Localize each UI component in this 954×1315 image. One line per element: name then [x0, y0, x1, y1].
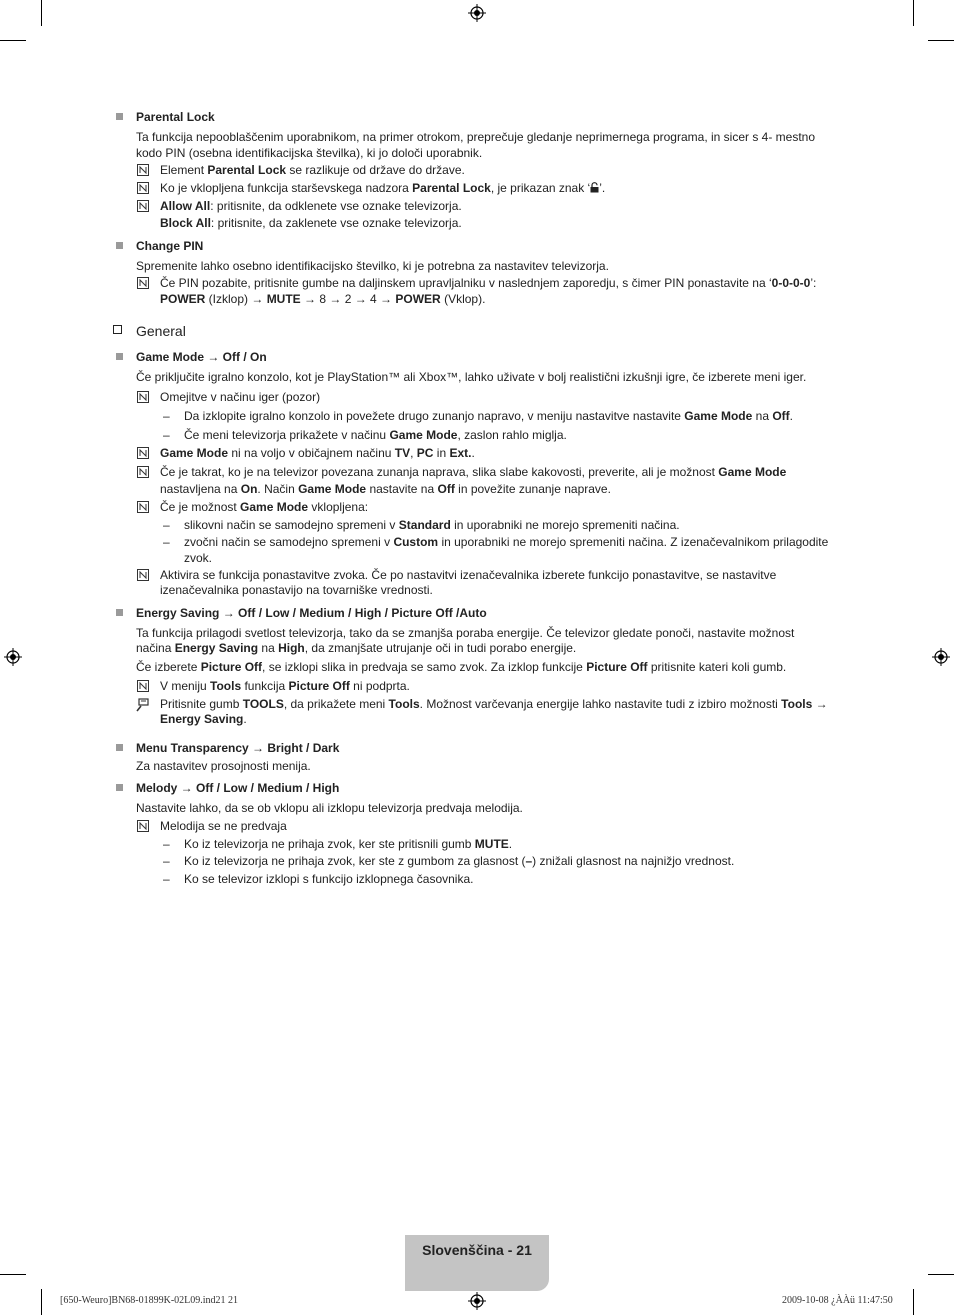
melody-note-1: Melodija se ne predvaja — [160, 819, 287, 833]
crop-mark — [913, 0, 914, 26]
note-icon — [137, 182, 149, 194]
parental-lock-note-2: Ko je vklopljena funkcija starševskega nadzora Parental Lock, je prikazan znak ‘ ’. — [160, 181, 606, 195]
game-mode-note-1: Omejitve v načinu iger (pozor) — [160, 390, 321, 404]
registration-mark-icon — [468, 4, 486, 22]
parental-lock-description: Ta funkcija nepooblaščenim uporabnikom, na primer otrokom, preprečuje gledanje neprimernega programa, in sicer s 4- mestno kodo PIN (osebna identifikacijska številka), ki jo določi uporabnik. — [136, 130, 816, 160]
dash-marker: – — [163, 854, 170, 868]
registration-mark-icon — [932, 648, 950, 666]
crop-mark — [913, 1289, 914, 1315]
game-mode-heading: Game Mode → Off / On — [136, 350, 267, 364]
section-checkbox-icon — [113, 325, 122, 334]
note-icon — [137, 680, 149, 692]
game-mode-note-2: Game Mode ni na voljo v običajnem načinu TV, PC in Ext.. — [160, 446, 475, 460]
game-mode-dash-2: Če meni televizorja prikažete v načinu Game Mode, zaslon rahlo miglja. — [184, 428, 567, 442]
bullet-square — [116, 609, 123, 616]
energy-saving-description-line-1: Ta funkcija prilagodi svetlost televizorja, tako da se zmanjša poraba energije. Če televizor gledate ponoči, nastavite možnost — [136, 626, 795, 640]
registration-mark-icon — [4, 648, 22, 666]
energy-saving-note-2-line-2: Energy Saving. — [160, 712, 247, 726]
game-mode-note-5-line-2: izenačevalnika ponastavijo na tovarniške vrednosti. — [160, 583, 433, 597]
bullet-square — [116, 744, 123, 751]
crop-mark — [928, 40, 954, 41]
energy-saving-note-1: V meniju Tools funkcija Picture Off ni podprta. — [160, 679, 410, 693]
bullet-square — [116, 353, 123, 360]
parental-lock-note-allow-all: Allow All: pritisnite, da odklenete vse oznake televizorja. — [160, 199, 462, 213]
note-icon — [137, 277, 149, 289]
dash-marker: – — [163, 428, 170, 442]
registration-mark-icon — [468, 1292, 486, 1310]
bullet-square — [116, 242, 123, 249]
crop-mark — [0, 1274, 26, 1275]
energy-saving-description-line-2: načina Energy Saving na High, da zmanjšate utrujanje oči in tudi porabo energije. — [136, 641, 577, 655]
game-mode-note-3-line-2: nastavljena na On. Način Game Mode nastavite na Off in povežite zunanje naprave. — [160, 482, 611, 496]
general-section-title: General — [136, 323, 186, 339]
parental-lock-note-block-all: Block All: pritisnite, da zaklenete vse oznake televizorja. — [160, 216, 462, 230]
melody-dash-2: Ko iz televizorja ne prihaja zvok, ker ste z gumbom za glasnost (–) znižali glasnost na najnižjo vrednost. — [184, 854, 735, 868]
note-icon — [137, 164, 149, 176]
menu-transparency-description: Za nastavitev prosojnosti menija. — [136, 759, 311, 773]
game-mode-dash-4-line-1: zvočni način se samodejno spremeni v Custom in uporabniki ne morejo spremeniti načina. Z izenačevalnikom prilagodite — [184, 535, 829, 549]
bullet-square — [116, 113, 123, 120]
game-mode-note-4: Če je možnost Game Mode vklopljena: — [160, 500, 369, 514]
game-mode-note-3-line-1: Če je takrat, ko je na televizor povezana zunanja naprava, slika slabe kakovosti, preverite, ali je možnost Game Mode — [160, 465, 787, 479]
game-mode-description: Če priključite igralno konzolo, kot je PlayStation™ ali Xbox™, lahko uživate v bolj realistični izkušnji igre, če izberete meni iger. — [136, 370, 807, 384]
note-icon — [137, 391, 149, 403]
crop-mark — [41, 0, 42, 26]
game-mode-dash-3: slikovni način se samodejno spremeni v Standard in uporabniki ne morejo spremeniti načina. — [184, 518, 680, 532]
dash-marker: – — [163, 837, 170, 851]
page-number-label: Slovenščina - 21 — [422, 1242, 532, 1258]
game-mode-note-5-line-1: Aktivira se funkcija ponastavitve zvoka. Če po nastavitvi izenačevalnika izberete funkcijo ponastavitve, se nastavitve — [160, 568, 777, 582]
note-icon — [137, 200, 149, 212]
parental-lock-heading: Parental Lock — [136, 110, 215, 124]
change-pin-heading: Change PIN — [136, 239, 204, 253]
dash-marker: – — [163, 518, 170, 532]
energy-saving-description-2: Če izberete Picture Off, se izklopi slika in predvaja se samo zvok. Za izklop funkcije Picture Off pritisnite kateri koli gumb. — [136, 660, 787, 674]
game-mode-dash-4-line-2: zvok. — [184, 551, 213, 565]
energy-saving-heading: Energy Saving → Off / Low / Medium / High / Picture Off /Auto — [136, 606, 487, 620]
note-icon — [137, 447, 149, 459]
crop-mark — [0, 40, 26, 41]
print-slug-timestamp: 2009-10-08 ¿ÀÀü 11:47:50 — [782, 1295, 893, 1306]
melody-heading: Melody → Off / Low / Medium / High — [136, 781, 340, 795]
game-mode-dash-1: Da izklopite igralno konzolo in povežete drugo zunanjo napravo, v meniju nastavitve nastavite Game Mode na Off. — [184, 409, 793, 423]
melody-dash-1: Ko iz televizorja ne prihaja zvok, ker ste pritisnili gumb MUTE. — [184, 837, 513, 851]
note-icon — [137, 466, 149, 478]
note-icon — [137, 501, 149, 513]
menu-transparency-heading: Menu Transparency → Bright / Dark — [136, 741, 340, 755]
change-pin-note-line-2: POWER (Izklop) → MUTE → 8 → 2 → 4 → POWER (Vklop). — [160, 292, 486, 306]
crop-mark — [41, 1289, 42, 1315]
dash-marker: – — [163, 535, 170, 549]
parental-lock-note-1: Element Parental Lock se razlikuje od države do države. — [160, 163, 465, 177]
change-pin-note-line-1: Če PIN pozabite, pritisnite gumbe na daljinskem upravljalniku v naslednjem zaporedju, s čimer PIN ponastavite na ‘0-0-0-0’: — [160, 276, 817, 290]
dash-marker: – — [163, 409, 170, 423]
crop-mark — [928, 1274, 954, 1275]
dash-marker: – — [163, 872, 170, 886]
change-pin-description: Spremenite lahko osebno identifikacijsko številko, ki je potrebna za nastavitev televizorja. — [136, 259, 609, 273]
remote-icon — [136, 698, 150, 712]
note-icon — [137, 569, 149, 581]
lock-icon — [590, 182, 599, 193]
energy-saving-note-2-line-1: Pritisnite gumb TOOLS, da prikažete meni Tools. Možnost varčevanja energije lahko nastavite tudi z izbiro možnosti Tools → — [160, 697, 828, 711]
melody-description: Nastavite lahko, da se ob vklopu ali izklopu televizorja predvaja melodija. — [136, 801, 523, 815]
melody-dash-3: Ko se televizor izklopi s funkcijo izklopnega časovnika. — [184, 872, 474, 886]
bullet-square — [116, 784, 123, 791]
note-icon — [137, 820, 149, 832]
print-slug-filename: [650-Weuro]BN68-01899K-02L09.ind21 21 — [60, 1295, 239, 1306]
